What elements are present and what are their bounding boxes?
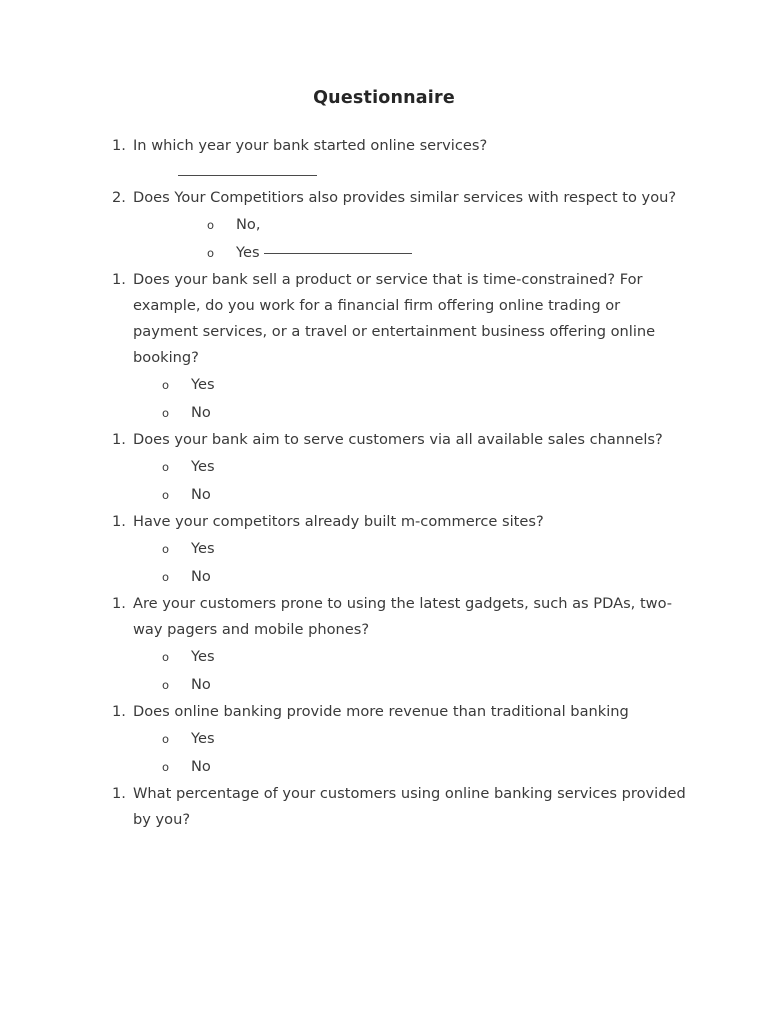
question-item: [112, 699, 688, 725]
circle-bullet-icon: o: [162, 406, 170, 420]
circle-bullet-icon: o: [162, 542, 170, 556]
option-item[interactable]: [112, 671, 688, 699]
option-label: Yes: [191, 540, 215, 557]
option-item[interactable]: [112, 481, 688, 509]
question-number: 1.: [112, 513, 126, 530]
option-item[interactable]: [112, 535, 688, 563]
question-number: 1.: [112, 431, 126, 448]
circle-bullet-icon: o: [207, 218, 215, 232]
question-item: [112, 781, 688, 833]
question-item: [112, 591, 688, 643]
option-label: Yes: [191, 730, 215, 747]
option-item[interactable]: [112, 211, 688, 239]
option-list: [112, 453, 688, 509]
page-title: Questionnaire: [313, 88, 455, 108]
circle-bullet-icon: o: [162, 460, 170, 474]
question-text: Does your bank aim to serve customers via all available sales channels?: [133, 431, 663, 448]
option-item[interactable]: [112, 371, 688, 399]
answer-blank-line[interactable]: [133, 159, 688, 185]
option-list: [112, 725, 688, 781]
circle-bullet-icon: o: [162, 570, 170, 584]
question-number: 1.: [112, 595, 126, 612]
circle-bullet-icon: o: [162, 732, 170, 746]
option-list: [112, 211, 688, 267]
option-list: [112, 371, 688, 427]
option-item[interactable]: [112, 563, 688, 591]
option-item[interactable]: [112, 753, 688, 781]
option-label: No: [191, 486, 211, 503]
question-item: [112, 509, 688, 535]
circle-bullet-icon: o: [162, 378, 170, 392]
option-list: [112, 643, 688, 699]
question-text: Does your bank sell a product or service that is time-constrained? For example, do you work for a financial firm offering online trading or payment services, or a travel or entertainment business offering online booking?: [133, 271, 656, 366]
circle-bullet-icon: o: [162, 760, 170, 774]
question-number: 1.: [112, 271, 126, 288]
question-number: 1.: [112, 785, 126, 802]
question-number: 1.: [112, 137, 126, 154]
circle-bullet-icon: o: [207, 246, 215, 260]
option-item[interactable]: [112, 453, 688, 481]
option-label: Yes: [191, 376, 215, 393]
question-text: Have your competitors already built m-commerce sites?: [133, 513, 544, 530]
question-item: [112, 267, 688, 371]
option-list: [112, 535, 688, 591]
question-text: Does online banking provide more revenue than traditional banking: [133, 703, 629, 720]
option-label: Yes: [236, 244, 260, 261]
option-label: No: [191, 676, 211, 693]
option-item[interactable]: [112, 399, 688, 427]
option-item[interactable]: [112, 725, 688, 753]
circle-bullet-icon: o: [162, 650, 170, 664]
blank-rule: [178, 175, 317, 176]
question-text: What percentage of your customers using online banking services provided by you?: [133, 785, 686, 828]
option-item[interactable]: [112, 643, 688, 671]
circle-bullet-icon: o: [162, 488, 170, 502]
option-label: No,: [236, 216, 261, 233]
question-item: [112, 133, 688, 185]
option-label: Yes: [191, 648, 215, 665]
option-label: No: [191, 404, 211, 421]
option-item[interactable]: [112, 239, 688, 267]
option-label: No: [191, 568, 211, 585]
option-label: No: [191, 758, 211, 775]
circle-bullet-icon: o: [162, 678, 170, 692]
question-text: Are your customers prone to using the latest gadgets, such as PDAs, two-way pagers and mobile phones?: [133, 595, 673, 638]
questionnaire-list: [112, 133, 688, 833]
question-item: [112, 427, 688, 453]
question-text: In which year your bank started online services?: [133, 137, 488, 154]
question-number: 2.: [112, 189, 126, 206]
question-text: Does Your Competitiors also provides similar services with respect to you?: [133, 189, 677, 206]
question-item: [112, 185, 688, 211]
option-write-in-rule[interactable]: [264, 253, 412, 254]
question-number: 1.: [112, 703, 126, 720]
option-label: Yes: [191, 458, 215, 475]
